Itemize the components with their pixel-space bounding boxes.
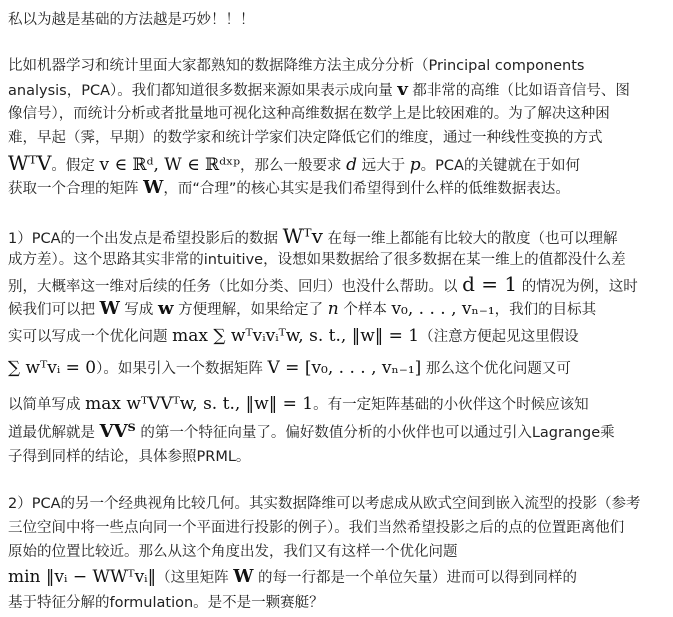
p2-line-6 (8, 358, 571, 378)
text: analysis，PCA）。我们都知道很多数据来源如果表示成向量 (8, 83, 398, 99)
math-WTv: WᵀV (8, 151, 52, 175)
math-d: d (346, 155, 358, 175)
text: 实可以写成一个优化问题 (8, 329, 173, 345)
math-p: p (409, 155, 421, 175)
text: 。有一定矩阵基础的小伙伴这个时候应该知 (313, 397, 589, 413)
math-d-eq-1: d = 1 (462, 272, 518, 296)
math-objective: max ∑ wᵀvᵢvᵢᵀw, s. t., ‖w‖ = 1 (172, 326, 420, 346)
text: ，而“合理”的核心其实是我们希望得到什么样的低维数据表达。 (163, 181, 570, 197)
intro-line: 私以为越是基础的方法越是巧妙！！！ (8, 12, 255, 28)
math-samples: v₀, . . . , vₙ₋₁ (391, 299, 495, 319)
math-n: n (327, 299, 339, 319)
text: 。PCA的关键就在于如何 (420, 158, 580, 174)
text: ，我们的目标其 (494, 302, 597, 318)
text: ）。如果引入一个数据矩阵 (96, 361, 268, 377)
p3-line-3: 原始的位置比较近。那么从这个角度出发，我们又有这样一个优化问题 (8, 544, 458, 560)
text: 在每一维上都能有比较大的散度（也可以理解 (322, 231, 618, 247)
text: （注意方便起见这里假设 (419, 329, 579, 345)
p2-line-7 (8, 394, 589, 414)
math-WTv: Wᵀv (282, 224, 323, 248)
text: 的每一行都是一个单位矢量）进而可以得到同样的 (253, 570, 578, 586)
text: 远大于 (357, 158, 410, 174)
p3-line-5: 基于特征分解的formulation。是不是一颗赛艇？ (8, 595, 324, 611)
math-v: v (397, 79, 408, 100)
p2-line-5 (8, 326, 579, 346)
math-objective-matrix: max wᵀVVᵀw, s. t., ‖w‖ = 1 (85, 394, 314, 414)
math-W: W (233, 566, 254, 587)
p2-line-2: 成方差）。这个思路其实非常的intuitive，设想如果数据给了很多数据在某一维上的值都没什么差 (8, 252, 626, 268)
math-zero-mean: ∑ wᵀvᵢ = 0 (8, 358, 97, 378)
p1-line-1: 比如机器学习和统计里面大家都熟知的数据降维方法主成分分析（Principal components (8, 58, 585, 74)
text: 以简单写成 (8, 397, 86, 413)
p2-line-1 (8, 226, 618, 246)
text: 道最优解就是 (8, 425, 100, 441)
text: 。假定 (51, 158, 100, 174)
p2-line-9: 子得到同样的结论，具体参照PRML。 (8, 449, 251, 465)
text: 1）PCA的一个出发点是希望投影后的数据 (8, 231, 283, 247)
p1-line-5 (8, 153, 580, 173)
math-reconstruction: min ‖vᵢ − WWᵀvᵢ‖ (8, 567, 157, 587)
text: 方便理解，如果给定了 (173, 302, 328, 318)
text: 的情况为例，这时 (517, 279, 638, 295)
p3-line-4 (8, 567, 577, 587)
p2-line-8 (8, 422, 615, 442)
p1-line-3: 像信号），而统计分析或者批量地可视化这种高维数据在数学上是比较困难的。为了解决这种困 (8, 106, 610, 122)
text: 都非常的高维（比如语音信号、图 (407, 83, 630, 99)
text: 候我们可以把 (8, 302, 100, 318)
text: （这里矩阵 (156, 570, 234, 586)
text: ，那么一般要求 (240, 158, 347, 174)
p3-line-2: 三位空间中将一些点向同一个平面进行投影的例子）。我们当然希望投影之后的点的位置距离他们 (8, 520, 625, 536)
math-W: W (143, 177, 164, 198)
p1-line-4: 难，早起（霁，早期）的数学家和统计学家们决定降低它们的维度，通过一种线性变换的方式 (8, 130, 603, 146)
text: 个样本 (338, 302, 392, 318)
text: 的第一个特征向量了。偏好数值分析的小伙伴也可以通过引入Lagrange乘 (135, 425, 615, 441)
text: 获取一个合理的矩阵 (8, 181, 144, 197)
text: 那么这个优化问题又可 (421, 361, 571, 377)
p2-line-3 (8, 274, 638, 294)
text: 别，大概率这一维对后续的任务（比如分类、回归）也没什么帮助。以 (8, 279, 463, 295)
p1-line-6 (8, 178, 570, 198)
math-domain: v ∈ ℝᵈ, W ∈ ℝᵈˣᵖ (99, 155, 241, 175)
p2-line-4 (8, 299, 596, 319)
math-W: W (99, 298, 120, 319)
text: 写成 (119, 302, 159, 318)
p3-line-1: 2）PCA的另一个经典视角比较几何。其实数据降维可以考虑成从欧式空间到嵌入流型的投影（参考 (8, 496, 641, 512)
math-w: w (158, 298, 174, 319)
p1-line-2 (8, 80, 630, 100)
math-matrix-V: V = [v₀, . . . , vₙ₋₁] (267, 358, 422, 378)
math-VVT: VVᵀ (99, 421, 136, 442)
